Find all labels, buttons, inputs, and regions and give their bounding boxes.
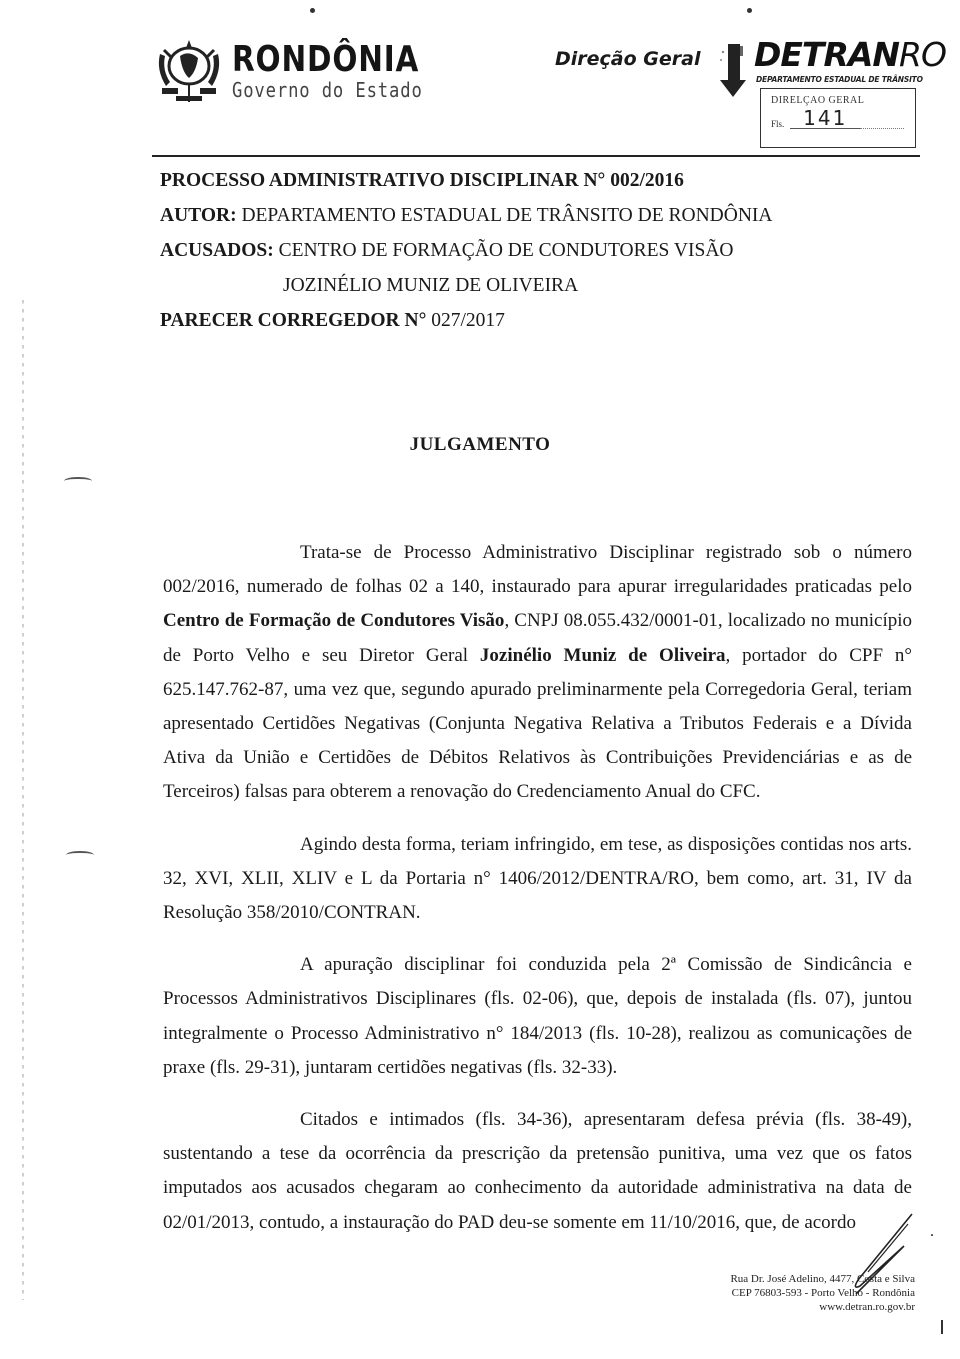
coat-of-arms-icon — [152, 36, 226, 108]
stamp-dotted-line — [860, 123, 904, 129]
agency-name-suffix: RO — [899, 35, 946, 74]
office-label: Direção Geral — [555, 48, 701, 70]
document-title: JULGAMENTO — [409, 434, 551, 455]
agency-name — [754, 35, 946, 74]
header-divider — [152, 155, 920, 157]
footer-address — [730, 1272, 915, 1314]
scan-dot-left — [310, 8, 315, 13]
accused-1: CENTRO DE FORMAÇÃO DE CONDUTORES VISÃO — [278, 240, 734, 261]
author-value: DEPARTAMENTO ESTADUAL DE TRÂNSITO DE RONDÔNIA — [241, 205, 773, 226]
address-line-1: Rua Dr. José Adelino, 4477, Costa e Silva — [730, 1273, 915, 1285]
paragraph-2: Agindo desta forma, teriam infringido, em tese, as disposições contidas nos arts. 32, XVI, XLII, XLIV e L da Portaria n° 1406/2012/DENTRA/RO, bem como, art. 31, IV da Resolução 358/2010/CONTRAN. — [163, 833, 912, 924]
rondonia-state-logo — [152, 36, 460, 108]
website-link[interactable]: www.detran.ro.gov.br — [819, 1301, 915, 1313]
paragraph-1 — [163, 536, 912, 810]
process-heading: PROCESSO ADMINISTRATIVO DISCIPLINAR N° 002/2016 — [160, 170, 684, 191]
p1-text-c: , CNPJ 08.055.432/0001-01, localizado no município de Porto Velho e seu Diretor Geral — [163, 610, 913, 666]
opinion-value: 027/2017 — [431, 310, 505, 331]
agency-full-name: DEPARTAMENTO ESTADUAL DE TRÂNSITO — [756, 75, 923, 84]
scan-dot: . — [930, 1223, 934, 1240]
stamp-title: DIRELÇAO GERAL — [771, 95, 865, 106]
accused-2: JOZINÉLIO MUNIZ DE OLIVEIRA — [283, 275, 579, 296]
state-government-label: Governo do Estado — [232, 78, 423, 102]
p1-bold-director: Jozinélio Muniz de Oliveira — [479, 644, 726, 666]
scan-dot-right — [747, 8, 752, 13]
agency-name-main: DETRAN — [754, 35, 900, 74]
accused-label: ACUSADOS: — [160, 240, 274, 261]
page-number-stamp — [760, 88, 916, 148]
stamp-fls-label: Fls. — [771, 119, 785, 129]
paragraph-3: A apuração disciplinar foi conduzida pela 2ª Comissão de Sindicância e Processos Administrativos Disciplinares (fls. 02-06), que, depois de instalada (fls. 07), juntou integralmente o Processo Administrativo n° 184/2013 (fls. 10-28), realizou as comunicações de praxe (fls. 29-31), juntaram certidões negativas (fls. 32-33). — [163, 954, 912, 1078]
page-edge-mark — [941, 1320, 943, 1334]
margin-mark-top — [64, 477, 92, 485]
opinion-label: PARECER CORREGEDOR N° — [160, 310, 427, 331]
p1-text-a: Trata-se de Processo Administrativo Disciplinar registrado sob o número 002/2016, numerado de folhas 02 a 140, instaurado para apurar irregularidades praticadas pelo — [163, 542, 912, 598]
state-name: RONDÔNIA — [232, 39, 420, 80]
address-line-2: CEP 76803-593 - Porto Velho - Rondônia — [731, 1287, 915, 1299]
detran-arrow-icon — [718, 40, 748, 98]
p1-text-d: , portador do CPF n° 625.147.762-87, uma vez que, segundo apurado preliminarmente pela Corregedoria Geral, teriam apresentado Certidões Negativas (Conjunta Negativa Relativa a Tributos Federais e a Dívida Ativa da União e Certidões de Débitos Relativos às Contribuições Previdenciárias e as de Terceiros) falsas para obterem a renovação do Credenciamento Anual do CFC. — [163, 644, 912, 803]
margin-mark-bottom — [66, 851, 94, 859]
stamp-page-number: 141 — [790, 108, 860, 129]
paragraph-4: Citados e intimados (fls. 34-36), apresentaram defesa prévia (fls. 38-49), sustentando a tese da ocorrência da prescrição da pretensão punitiva, uma vez que os fatos imputados aos acusados chegaram ao conhecimento da autoridade administrativa na data de 02/01/2013, contudo, a instauração do PAD deu-se somente em 11/10/2016, que, de acordo — [163, 1109, 912, 1233]
author-label: AUTOR: — [160, 205, 237, 226]
document-body — [163, 536, 912, 1240]
case-metadata — [160, 163, 920, 338]
p1-bold-entity: Centro de Formação de Condutores Visão — [163, 610, 505, 632]
